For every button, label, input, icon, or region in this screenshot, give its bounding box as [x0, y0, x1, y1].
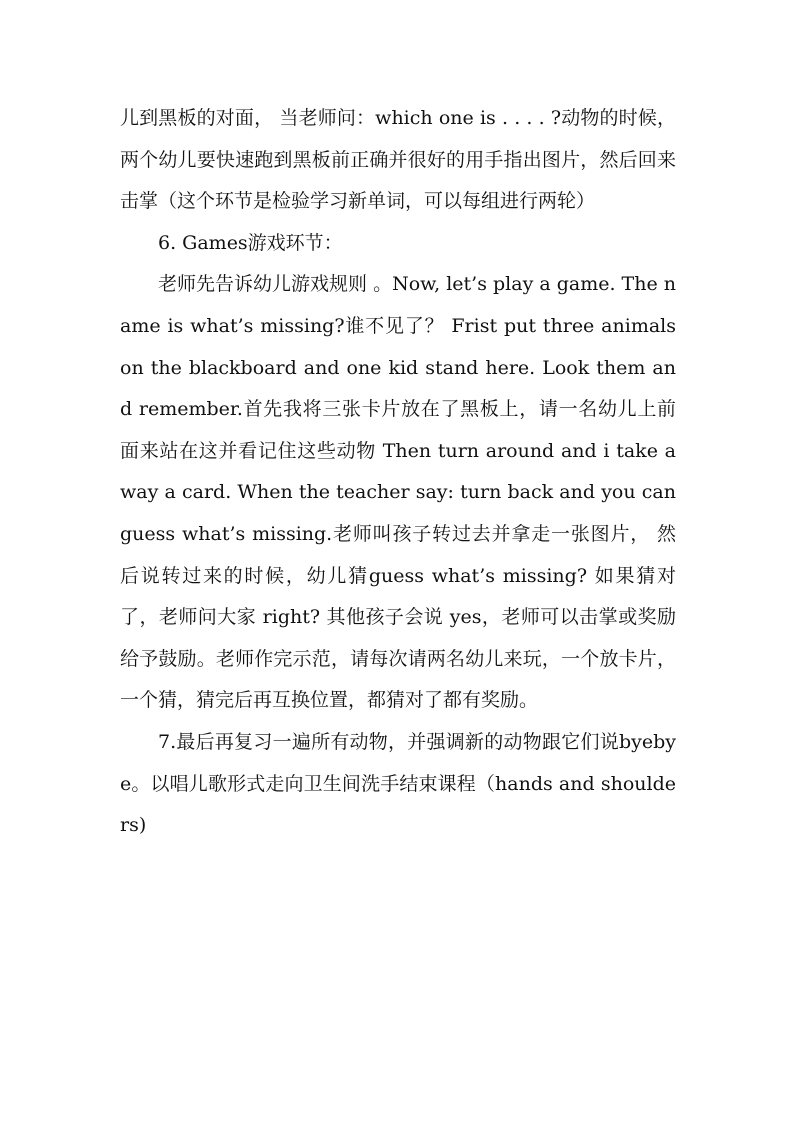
paragraph-game-round-instructions: 儿到黑板的对面， 当老师问：which one is . . . . ?动物的时候，两个幼儿要快速跑到黑板前正确并很好的用手指出图片，然后回来击掌（这个环节是检验学习新单词，可以每组进行两轮）: [120, 107, 676, 213]
document-body: [120, 98, 676, 847]
paragraph-games-heading: 6. Games游戏环节：: [158, 231, 343, 254]
paragraph-whats-missing-game: 老师先告诉幼儿游戏规则 。Now, let’s play a game. The name is what’s missing?谁不见了？ Frist put three animals on the blackboard and one kid stand here. Look them and remember.首先我将三张卡片放在了黑板上，请一名幼儿上前面来站在这并看记住这些动物 Then turn around and i take away a card. When the teacher say: turn back and you can guess what’s missing.老师叫孩子转过去并拿走一张图片， 然后说转过来的时候，幼儿猜guess what’s missing? 如果猜对了，老师问大家 right? 其他孩子会说 yes，老师可以击掌或奖励给予鼓励。老师作完示范，请每次请两名幼儿来玩，一个放卡片，一个猜，猜完后再互换位置，都猜对了都有奖励。: [120, 273, 676, 712]
paragraph-review-and-closing: 7.最后再复习一遍所有动物，并强调新的动物跟它们说byebye。以唱儿歌形式走向卫生间洗手结束课程（hands and shoulders): [120, 730, 676, 837]
